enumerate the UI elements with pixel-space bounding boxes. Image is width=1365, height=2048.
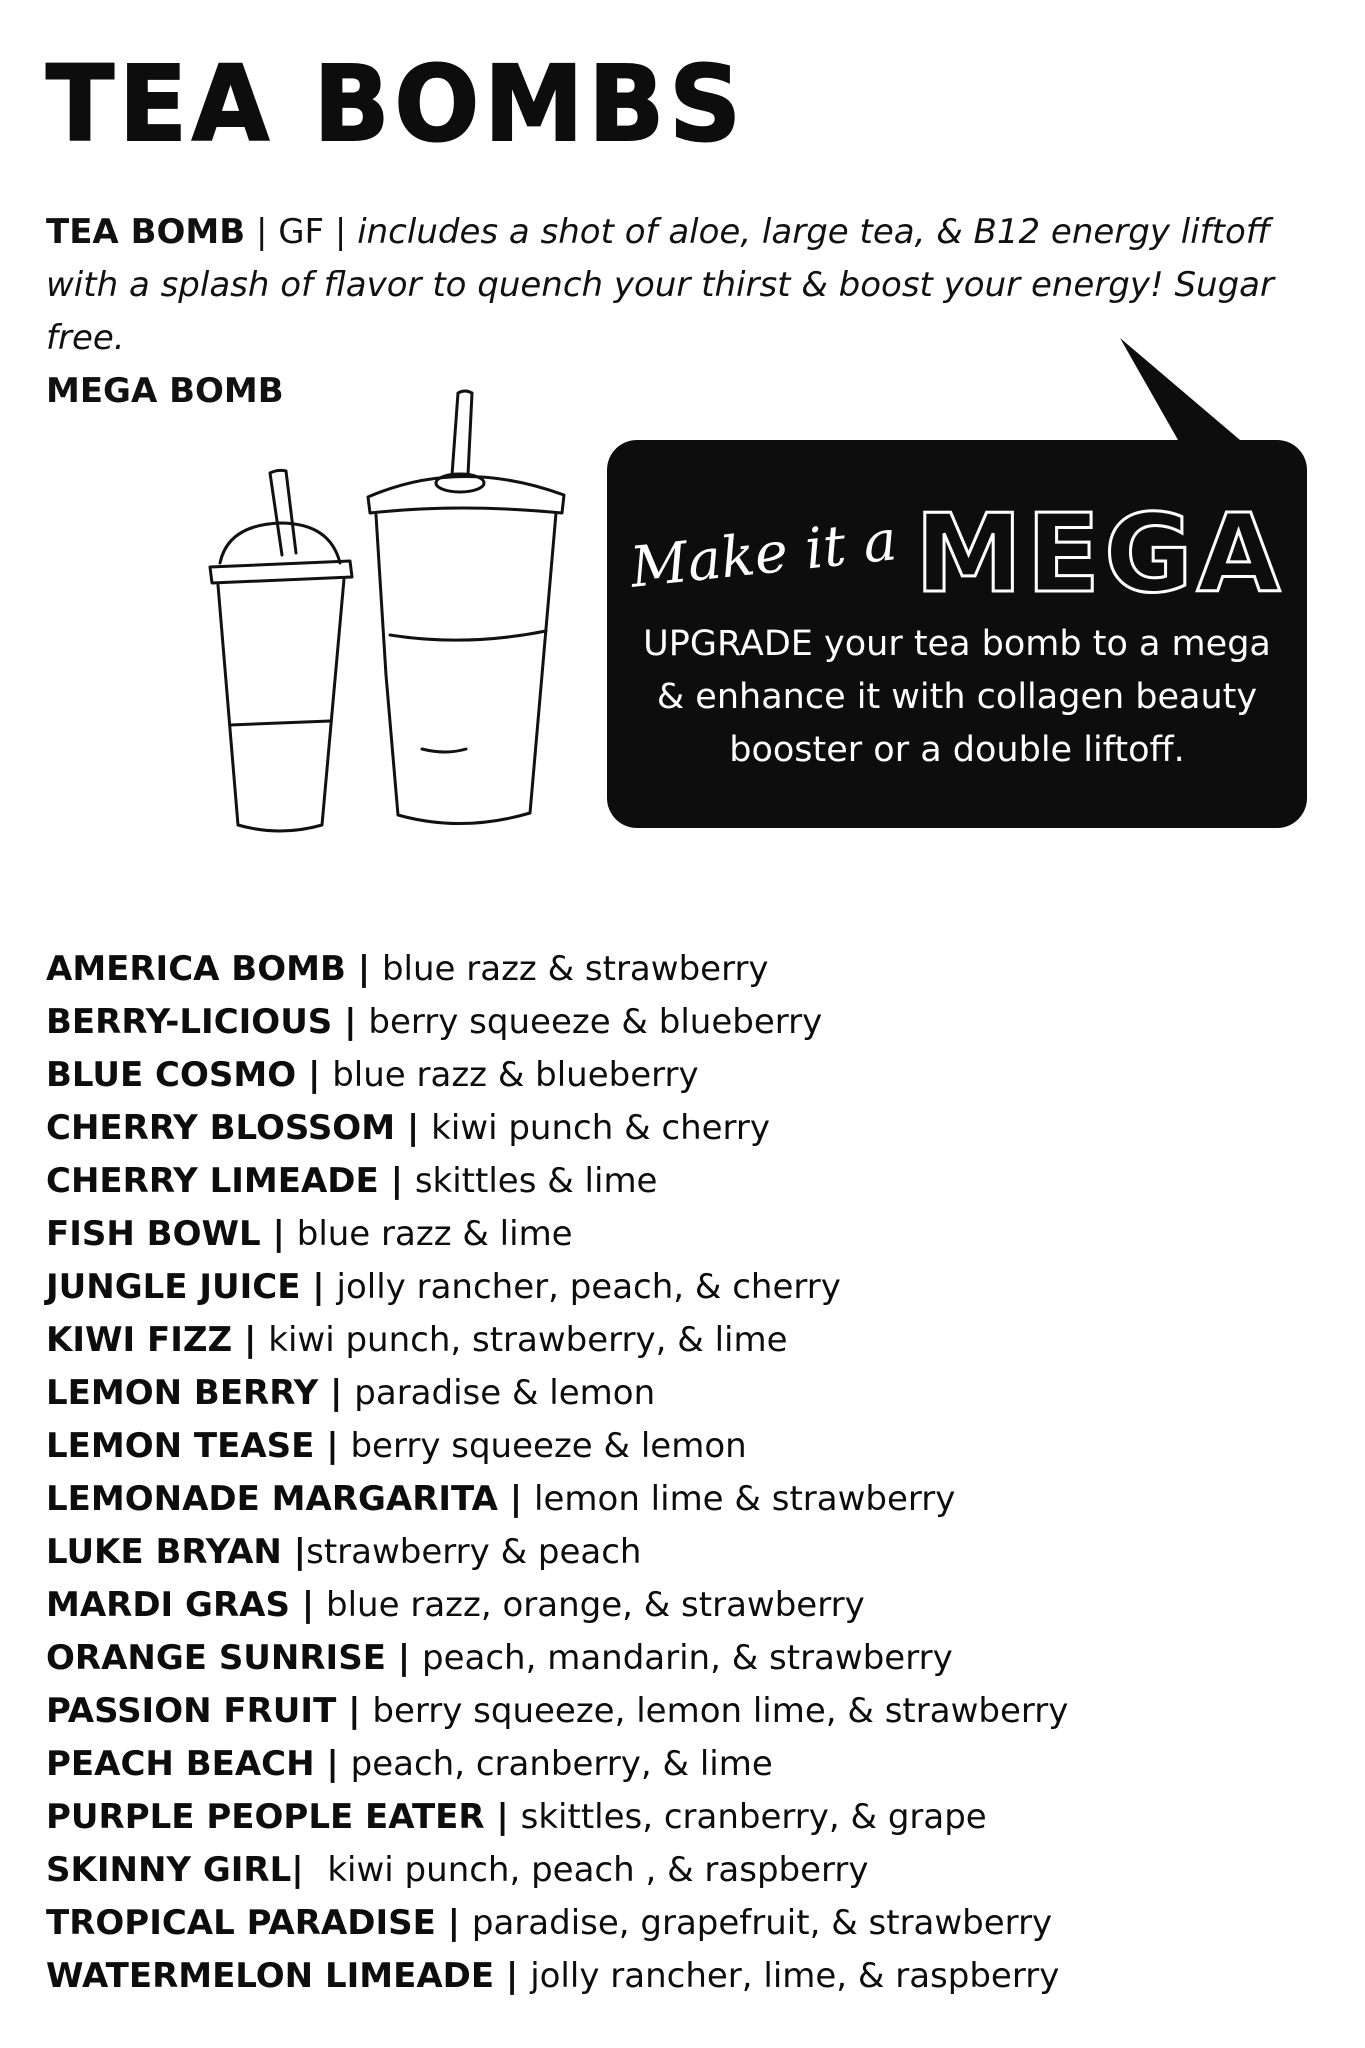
speech-bubble-tail (1120, 338, 1240, 448)
drink-flavors: jolly rancher, peach, & cherry (336, 1267, 841, 1307)
list-item (46, 1261, 1068, 1314)
page-title: TEA BOMBS (46, 43, 746, 165)
drink-name: PASSION FRUIT | (46, 1691, 373, 1731)
drink-flavors: lemon lime & strawberry (534, 1479, 956, 1519)
list-item (46, 1102, 1068, 1155)
tea-bomb-gf-tag: | GF | (245, 212, 358, 252)
drink-flavors: berry squeeze, lemon lime, & strawberry (372, 1691, 1069, 1731)
list-item (46, 1473, 1068, 1526)
drink-flavors: paradise & lemon (354, 1373, 656, 1413)
drink-flavors: jolly rancher, lime, & raspberry (530, 1956, 1060, 1996)
list-item (46, 1526, 1068, 1579)
drink-flavors: kiwi punch & cherry (431, 1108, 771, 1148)
drink-flavors: berry squeeze & lemon (350, 1426, 747, 1466)
drink-flavors: blue razz & lime (296, 1214, 573, 1254)
drink-name: AMERICA BOMB | (46, 949, 382, 989)
drink-name: SKINNY GIRL| (46, 1850, 328, 1890)
drink-name: CHERRY LIMEADE | (46, 1161, 415, 1201)
drink-flavors: kiwi punch, strawberry, & lime (268, 1320, 788, 1360)
list-item (46, 1738, 1068, 1791)
drink-name: PEACH BEACH | (46, 1744, 351, 1784)
drink-name: LEMONADE MARGARITA | (46, 1479, 535, 1519)
list-item (46, 1420, 1068, 1473)
flavor-menu-list (46, 943, 1068, 2003)
drink-name: MARDI GRAS | (46, 1585, 327, 1625)
drink-flavors: kiwi punch, peach , & raspberry (327, 1850, 869, 1890)
drink-flavors: peach, cranberry, & lime (350, 1744, 773, 1784)
drink-name: WATERMELON LIMEADE | (46, 1956, 531, 1996)
mega-upgrade-bubble (607, 440, 1307, 828)
drink-flavors: blue razz, orange, & strawberry (326, 1585, 865, 1625)
list-item (46, 1791, 1068, 1844)
list-item (46, 1950, 1068, 2003)
drink-name: JUNGLE JUICE | (46, 1267, 337, 1307)
list-item (46, 1049, 1068, 1102)
list-item (46, 1314, 1068, 1367)
upgrade-description: UPGRADE your tea bomb to a mega & enhance it with collagen beauty booster or a double liftoff. (643, 624, 1271, 770)
drink-name: TROPICAL PARADISE | (46, 1903, 472, 1943)
list-item (46, 1897, 1068, 1950)
list-item (46, 943, 1068, 996)
list-item (46, 1844, 1068, 1897)
list-item (46, 1579, 1068, 1632)
tea-bomb-description: includes a shot of aloe, large tea, & B12 energy liftoff with a splash of flavor to quench your thirst & boost your energy! Sugar free. (46, 212, 1274, 358)
mega-headline: MEGA (914, 492, 1285, 617)
mega-bomb-name: MEGA BOMB (46, 371, 284, 411)
drink-name: PURPLE PEOPLE EATER | (46, 1797, 521, 1837)
drink-flavors: blue razz & blueberry (332, 1055, 699, 1095)
drink-name: ORANGE SUNRISE | (46, 1638, 423, 1678)
two-drink-cups-icon (190, 385, 590, 845)
drink-name: CHERRY BLOSSOM | (46, 1108, 432, 1148)
make-it-a-text: Make it a (626, 508, 900, 601)
drink-flavors: skittles, cranberry, & grape (520, 1797, 987, 1837)
drink-flavors: skittles & lime (414, 1161, 658, 1201)
list-item (46, 996, 1068, 1049)
drink-flavors: paradise, grapefruit, & strawberry (471, 1903, 1053, 1943)
list-item (46, 1367, 1068, 1420)
drink-flavors: peach, mandarin, & strawberry (422, 1638, 953, 1678)
drink-name: BERRY-LICIOUS | (46, 1002, 369, 1042)
drink-flavors: blue razz & strawberry (381, 949, 769, 989)
drink-flavors: strawberry & peach (306, 1532, 642, 1572)
drink-flavors: berry squeeze & blueberry (368, 1002, 823, 1042)
list-item (46, 1208, 1068, 1261)
drink-name: LUKE BRYAN | (46, 1532, 307, 1572)
list-item (46, 1155, 1068, 1208)
list-item (46, 1632, 1068, 1685)
tea-bomb-name: TEA BOMB (46, 212, 246, 252)
drink-name: BLUE COSMO | (46, 1055, 333, 1095)
drink-name: FISH BOWL | (46, 1214, 297, 1254)
list-item (46, 1685, 1068, 1738)
drink-name: LEMON TEASE | (46, 1426, 351, 1466)
drink-name: KIWI FIZZ | (46, 1320, 269, 1360)
drink-name: LEMON BERRY | (46, 1373, 355, 1413)
mega-headline-row (607, 492, 1307, 617)
